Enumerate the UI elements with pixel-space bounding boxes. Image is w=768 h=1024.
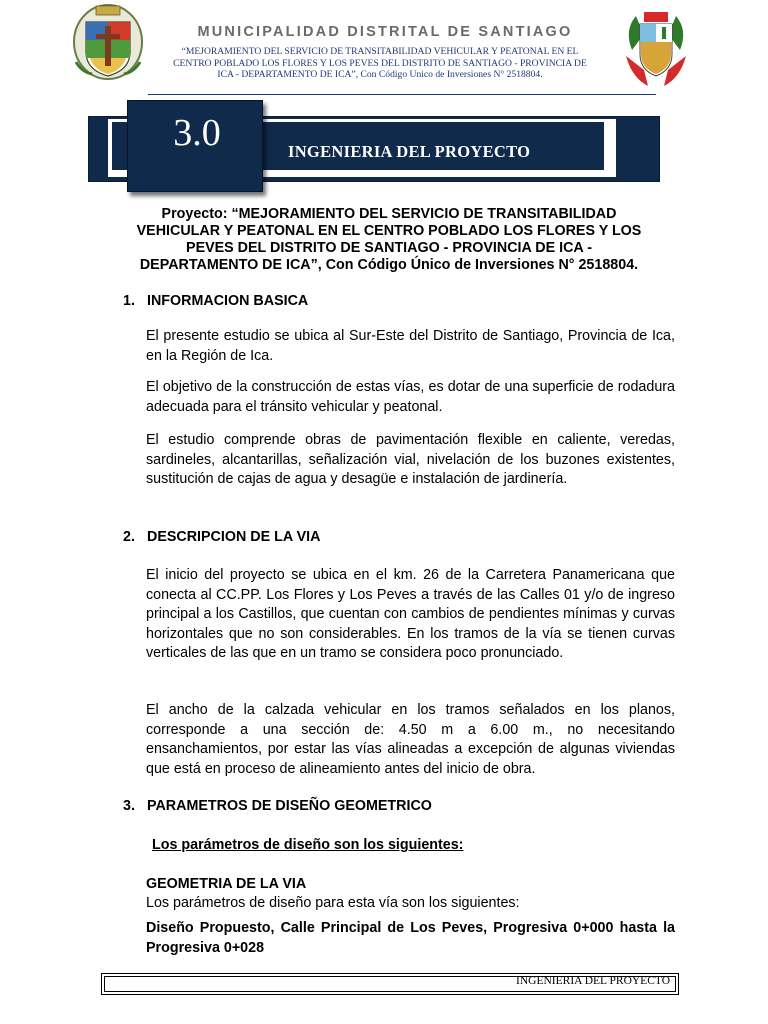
geometry-subheading: GEOMETRIA DE LA VIA (146, 876, 307, 892)
paragraph: El estudio comprende obras de pavimentación flexible en caliente, veredas, sardineles, alcantarillas, señalización vial, nivelación de los buzones existentes, sustitución de cajas de agua y desagüe e instalación de jardinería. (146, 432, 675, 487)
project-title-line: PEVES DEL DISTRITO DE SANTIAGO - PROVINCIA DE ICA - (186, 240, 592, 256)
section-title: PARAMETROS DE DISEÑO GEOMETRICO (147, 798, 432, 814)
municipality-title: MUNICIPALIDAD DISTRITAL DE SANTIAGO (197, 24, 573, 40)
project-title-line: Proyecto: “MEJORAMIENTO DEL SERVICIO DE TRANSITABILIDAD (161, 206, 617, 222)
paragraph: El presente estudio se ubica al Sur-Este del Distrito de Santiago, Provincia de Ica, en la Región de Ica. (146, 328, 675, 364)
section-number: 3. (123, 798, 135, 814)
header-project-subtitle (150, 46, 610, 81)
project-title (100, 206, 678, 274)
section-title: INFORMACION BASICA (147, 293, 309, 309)
geometry-intro-text: Los parámetros de diseño para esta vía son los siguientes: (146, 895, 520, 911)
header-subtitle-line: “MEJORAMIENTO DEL SERVICIO DE TRANSITABILIDAD VEHICULAR Y PEATONAL EN EL (181, 46, 579, 57)
chapter-number-box (127, 100, 263, 192)
section-number: 2. (123, 529, 135, 545)
page-header (0, 0, 768, 98)
section-title: DESCRIPCION DE LA VIA (147, 529, 321, 545)
proposed-design-text: Diseño Propuesto, Calle Principal de Los Peves, Progresiva 0+000 hasta la Progresiva 0+028 (146, 920, 675, 956)
paragraph: El objetivo de la construcción de estas vías, es dotar de una superficie de rodadura adecuada para el tránsito vehicular y peatonal. (146, 379, 675, 415)
header-subtitle-line: ICA - DEPARTAMENTO DE ICA”, Con Código Unico de Inversiones N° 2518804. (217, 69, 543, 80)
paragraph: El inicio del proyecto se ubica en el km. 26 de la Carretera Panamericana que conecta al CC.PP. Los Flores y Los Peves a través de las Calles 01 y/o de ingreso principal a los Castillos, que cuentan con cambios de pendientes mínimas y curvas horizontales que no son considerables. En los tramos de la vía se tienen curvas verticales de las que en un tramo se considera poco pronunciado. (146, 567, 675, 661)
parameters-intro: Los parámetros de diseño son los siguientes: (152, 837, 464, 853)
chapter-title: INGENIERIA DEL PROYECTO (288, 142, 531, 161)
project-title-line: VEHICULAR Y PEATONAL EN EL CENTRO POBLADO LOS FLORES Y LOS (136, 223, 642, 239)
footer-label: INGENIERIA DEL PROYECTO (516, 975, 670, 987)
paragraph: El ancho de la calzada vehicular en los tramos señalados en los planos, corresponde a una sección de: 4.50 m a 6.00 m., no necesitando ensanchamientos, por estar las vías alineadas a excepción de algunas viviendas que está en proceso de alineamiento antes del inicio de obra. (146, 702, 675, 777)
page-footer (101, 973, 679, 995)
chapter-number: 3.0 (173, 112, 221, 154)
project-title-line: DEPARTAMENTO DE ICA”, Con Código Único de Inversiones N° 2518804. (139, 257, 639, 273)
header-divider (148, 94, 656, 95)
peru-coat-of-arms (622, 10, 690, 90)
section-number: 1. (123, 293, 135, 309)
header-subtitle-line: CENTRO POBLADO LOS FLORES Y LOS PEVES DEL DISTRITO DE SANTIAGO - PROVINCIA DE (173, 57, 587, 69)
municipal-shield-logo (72, 2, 144, 80)
